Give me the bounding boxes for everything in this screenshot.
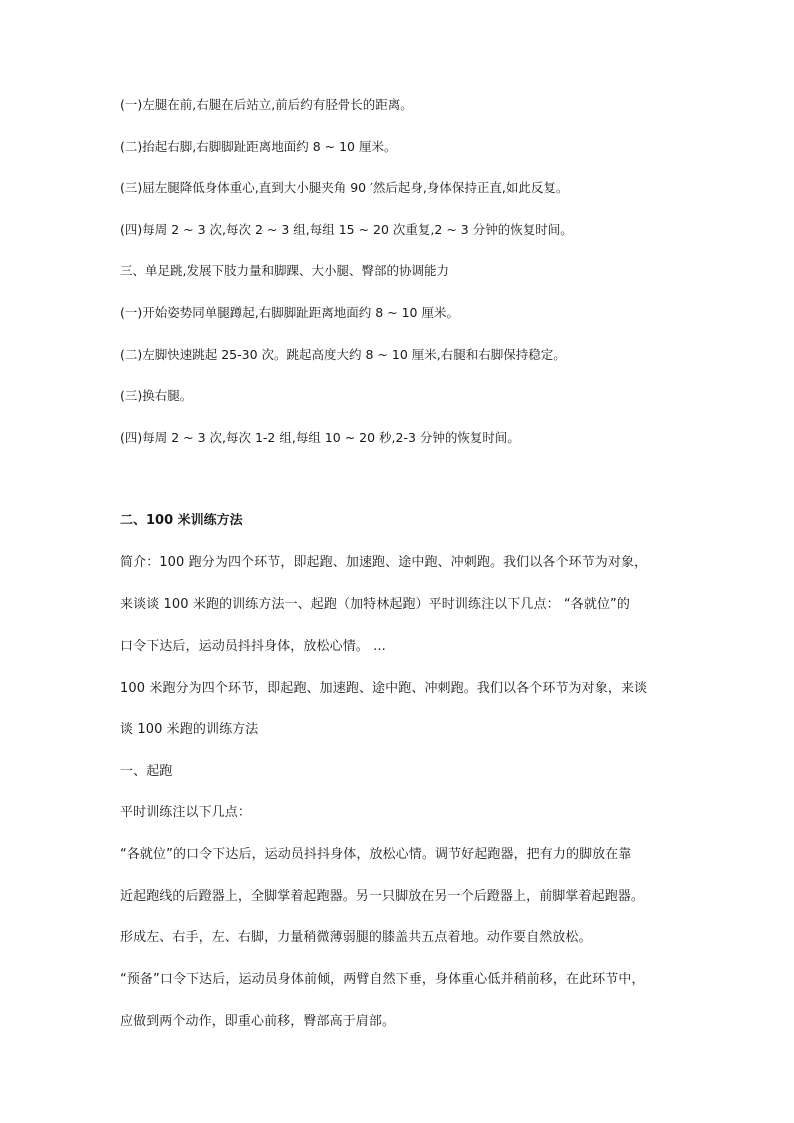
section-title: 三、单足跳,发展下肢力量和脚踝、大小腿、臀部的协调能力 [120,263,449,278]
paragraph-line: (四)每周 2 ~ 3 次,每次 2 ~ 3 组,每组 15 ~ 20 次重复,2 ~ 3 分钟的恢复时间。 [120,222,573,237]
paragraph-line: (三)屈左腿降低身体重心,直到大小腿夹角 90 ′然后起身,身体保持正直,如此反复。 [120,180,569,195]
intro-line: 来谈谈 100 米跑的训练方法一、起跑（加特林起跑）平时训练注以下几点： “各就位”的 [120,597,630,612]
body-line: “各就位”的口令下达后，运动员抖抖身体，放松心情。调节好起跑器，把有力的脚放在靠 [120,847,632,862]
paragraph-line: (一)左腿在前,右腿在后站立,前后约有胫骨长的距离。 [120,97,413,112]
body-line: 谈 100 米跑的训练方法 [120,722,259,737]
paragraph-line: (二)抬起右脚,右脚脚趾距离地面约 8 ~ 10 厘米。 [120,139,397,154]
body-line: 近起跑线的后蹬器上，全脚掌着起跑器。另一只脚放在另一个后蹬器上，前脚掌着起跑器。 [120,889,645,904]
body-line: “预备”口令下达后，运动员身体前倾，两臂自然下垂，身体重心低并稍前移，在此环节中， [120,972,645,987]
intro-line: 简介：100 跑分为四个环节，即起跑、加速跑、途中跑、冲刺跑。我们以各个环节为对象， [120,555,648,570]
paragraph-line: (四)每周 2 ~ 3 次,每次 1-2 组,每组 10 ~ 20 秒,2-3 分钟的恢复时间。 [120,430,520,445]
section-heading: 二、100 米训练方法 [120,513,243,528]
subsection-heading: 一、起跑 [120,764,173,779]
body-line: 应做到两个动作，即重心前移，臀部高于肩部。 [120,1014,396,1029]
paragraph-line: (二)左脚快速跳起 25-30 次。跳起高度大约 8 ~ 10 厘米,右腿和右脚保持稳定。 [120,347,566,362]
paragraph-line: (三)换右腿。 [120,388,193,403]
paragraph-line: (一)开始姿势同单腿蹲起,右脚脚趾距离地面约 8 ~ 10 厘米。 [120,305,459,320]
body-line: 平时训练注以下几点： [120,805,252,820]
intro-line: 口令下达后，运动员抖抖身体，放松心情。 ... [120,639,386,654]
body-line: 100 米跑分为四个环节，即起跑、加速跑、途中跑、冲刺跑。我们以各个环节为对象，来谈 [120,681,648,696]
body-line: 形成左、右手，左、右脚，力量稍微薄弱腿的膝盖共五点着地。动作要自然放松。 [120,930,592,945]
